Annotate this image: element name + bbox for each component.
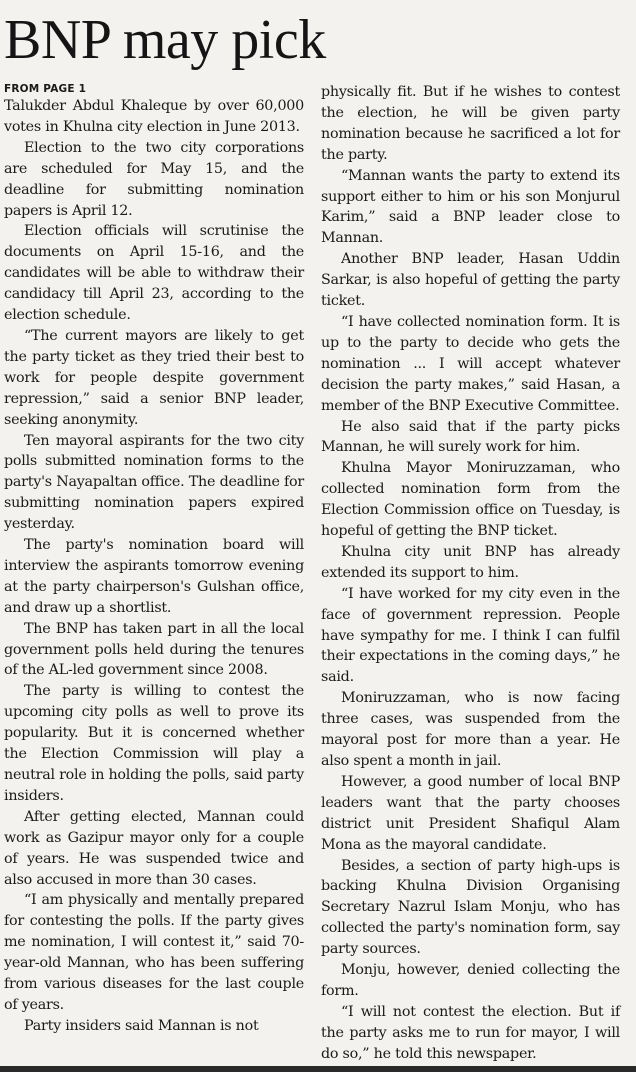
paragraph: “The current mayors are likely to get the party ticket as they tried their best to work for people despite government repression,” said a senior BNP leader, seeking anonymity.	[4, 327, 304, 428]
paragraph: The BNP has taken part in all the local government polls held during the tenures of the AL-led government since 2008.	[4, 620, 304, 679]
left-column	[4, 82, 304, 1037]
right-column	[321, 82, 620, 1065]
paragraph: Talukder Abdul Khaleque by over 60,000 votes in Khulna city election in June 2013.	[4, 98, 304, 135]
paragraph: Another BNP leader, Hasan Uddin Sarkar, is also hopeful of getting the party ticket.	[321, 251, 620, 310]
paragraph: “I have collected nomination form. It is up to the party to decide who gets the nomination ... I will accept whatever decision the party makes,” said Hasan, a member of the BNP Executive Committee.	[321, 313, 620, 414]
paragraph: Election to the two city corporations are scheduled for May 15, and the deadline for submitting nomination papers is April 12.	[4, 139, 304, 219]
paragraph: He also said that if the party picks Mannan, he will surely work for him.	[321, 418, 620, 456]
bottom-rule	[0, 1066, 636, 1072]
paragraph: Besides, a section of party high-ups is backing Khulna Division Organising Secretary Nazrul Islam Monju, who has collected the party's nomination form, say party sources.	[321, 857, 620, 958]
paragraph: Monju, however, denied collecting the form.	[321, 962, 620, 999]
paragraph: “I will not contest the election. But if the party asks me to run for mayor, I will do so,” he told this newspaper.	[321, 1003, 620, 1062]
paragraph: Ten mayoral aspirants for the two city polls submitted nomination forms to the party's Nayapaltan office. The deadline for submitting nomination papers expired yesterday.	[4, 432, 304, 533]
paragraph: “Mannan wants the party to extend its support either to him or his son Monjurul Karim,” said a BNP leader close to Mannan.	[321, 167, 620, 247]
paragraph: Party insiders said Mannan is not	[24, 1017, 259, 1034]
paragraph: physically fit. But if he wishes to contest the election, he will be given party nomination because he sacrificed a lot for the party.	[321, 84, 620, 163]
headline: BNP may pick	[4, 9, 326, 71]
paragraph: Election officials will scrutinise the documents on April 15-16, and the candidates will be able to withdraw their candidacy till April 23, according to the election schedule.	[4, 223, 304, 324]
paragraph: Khulna Mayor Moniruzzaman, who collected nomination form from the Election Commission office on Tuesday, is hopeful of getting the BNP ticket.	[321, 460, 620, 540]
paragraph: The party's nomination board will interview the aspirants tomorrow evening at the party chairperson's Gulshan office, and draw up a shortlist.	[4, 537, 304, 616]
continuation-kicker: FROM PAGE 1	[4, 83, 87, 95]
paragraph: However, a good number of local BNP leaders want that the party chooses district unit President Shafiqul Alam Mona as the mayoral candidate.	[321, 773, 620, 853]
paragraph: “I am physically and mentally prepared for contesting the polls. If the party gives me nomination, I will contest it,” said 70-year-old Mannan, who has been suffering from various diseases for the last couple of years.	[4, 892, 304, 1013]
paragraph: Moniruzzaman, who is now facing three cases, was suspended from the mayoral post for more than a year. He also spent a month in jail.	[321, 690, 620, 769]
paragraph: “I have worked for my city even in the face of government repression. People have sympathy for me. I think I can fulfil their expectations in the coming days,” he said.	[321, 585, 620, 686]
paragraph: Khulna city unit BNP has already extended its support to him.	[321, 543, 620, 581]
paragraph: The party is willing to contest the upcoming city polls as well to prove its popularity. But it is concerned whether the Election Commission will play a neutral role in holding the polls, said party insiders.	[4, 683, 304, 804]
paragraph: After getting elected, Mannan could work as Gazipur mayor only for a couple of years. He was suspended twice and also accused in more than 30 cases.	[4, 808, 304, 888]
